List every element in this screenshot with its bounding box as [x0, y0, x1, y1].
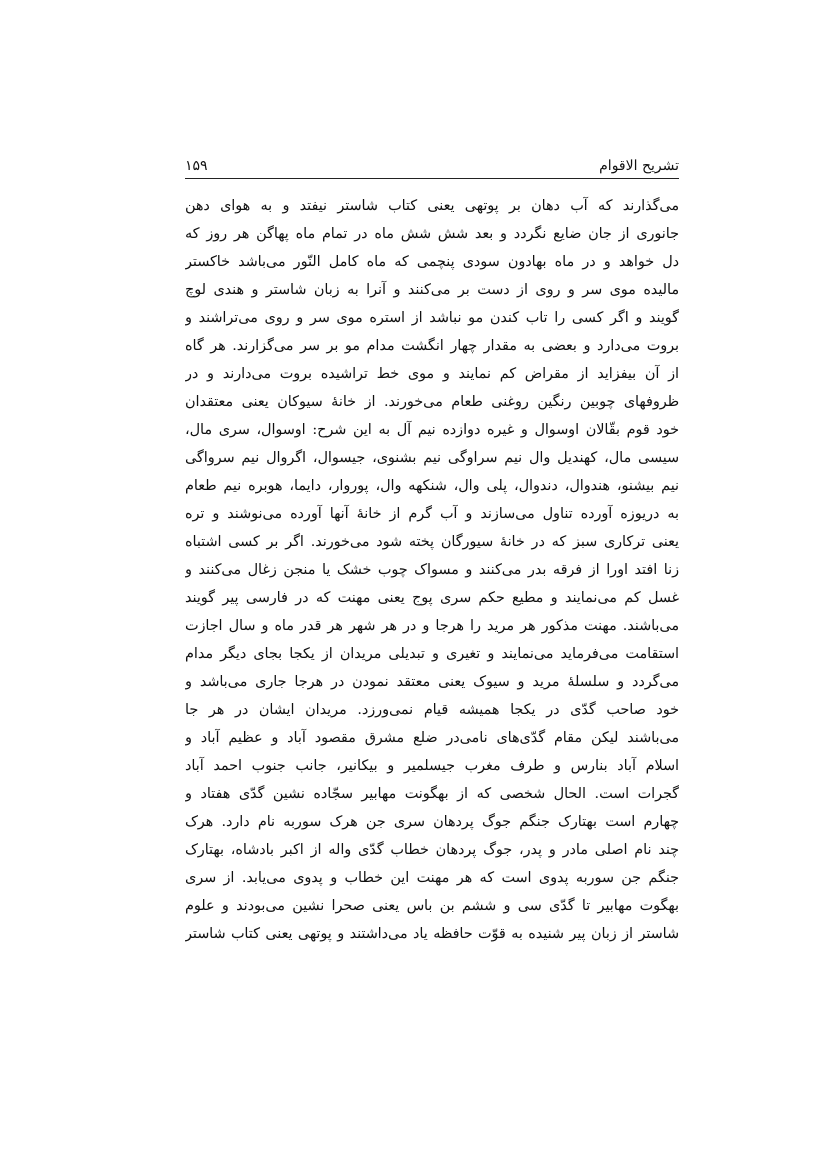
- text-line: می‌باشند لیکن مقام گدّی‌های نامی‌در ضلع مشرق مقصود آباد و عظیم آباد و: [185, 730, 679, 746]
- text-line: بهگوت مهابیر تا گدّی سی و ششم بن باس یعنی صحرا نشین می‌بودند و علوم: [185, 898, 679, 914]
- text-line: دل خواهد و در ماه بهادون سودی پنچمی که ماه کامل النّور می‌باشد خاکستر: [185, 254, 679, 270]
- text-line: چهارم است بهتارک جنگم جوگ پردهان سری جن هرک سوربه نام دارد. هرک: [185, 814, 679, 830]
- text-line: گویند و اگر کسی را تاب کندن مو نباشد از استره موی سر و روی می‌تراشند و: [185, 310, 679, 326]
- text-line: گجرات است. الحال شخصی که از بهگونت مهابیر سجّاده نشین گدّی هفتاد و: [185, 786, 679, 802]
- text-line: خود صاحب گدّی در یکجا همیشه قیام نمی‌ورزد. مریدان ایشان در هر جا: [185, 702, 679, 718]
- text-line: می‌گردد و سلسلۀ مرید و سیوک یعنی معتقد نمودن در هرجا جاری می‌باشد و: [185, 674, 679, 690]
- page-number: ۱۵۹: [185, 158, 208, 174]
- text-line: چند نام اصلی مادر و پدر، جوگ پردهان خطاب گدّی واله از اکبر بادشاه، بهتارک: [185, 842, 679, 858]
- text-line: یعنی ترکاری سبز که در خانۀ سیورگان پخته شود می‌خورند. اگر بر کسی اشتباه: [185, 534, 679, 550]
- text-line: می‌باشند. مهنت مذکور هر مرید را هرجا و در هر شهر هر قدر ماه و سال اجازت: [185, 618, 679, 634]
- text-line: نیم بیشنو، هندوال، دندوال، پلی وال، شنکهه وال، پوروار، دایما، هوبره نیم طعام: [185, 478, 679, 494]
- text-line: به دریوزه آورده تناول می‌سازند و آب گرم از خانۀ آنها آورده می‌نوشند و تره: [185, 506, 679, 522]
- text-line: اسلام آباد بنارس و طرف مغرب جیسلمیر و بیکانیر، جانب جنوب احمد آباد: [185, 758, 679, 774]
- text-line: جنگم جن سوربه پدوی است که هر مهنت این خطاب و پدوی می‌یابد. از سری: [185, 870, 679, 886]
- text-line: ظروفهای چوبین رنگین روغنی طعام می‌خورند. از خانۀ سیوکان یعنی معتقدان: [185, 394, 679, 410]
- text-line: از آن بیفزاید از مقراض کم نمایند و موی خط تراشیده بروت می‌دارند و در: [185, 366, 679, 382]
- text-line: زنا افتد اورا از فرقه بدر می‌کنند و مسواک چوب خشک یا منجن زغال می‌کنند و: [185, 562, 679, 578]
- text-line: مالیده موی سر و روی از دست بر می‌کنند و آنرا به زبان شاستر و هندی لوچ: [185, 282, 679, 298]
- text-line: شاستر از زبان پیر شنیده به قوّت حافظه یاد می‌داشتند و پوتهی یعنی کتاب شاستر: [185, 926, 679, 942]
- text-line: سیسی مال، کهندیل وال نیم سراوگی نیم بشنوی، جیسوال، اگروال نیم سرواگی: [185, 450, 679, 466]
- text-line: استقامت می‌فرماید می‌نمایند و تغیری و تبدیلی مریدان از یکجا بجای دیگر مدام: [185, 646, 679, 662]
- book-title: تشریح الاقوام: [599, 158, 679, 174]
- text-line: جانوری از جان ضایع نگردد و بعد شش شش ماه در تمام ماه پهاگن هر روز که: [185, 226, 679, 242]
- text-line: می‌گذارند که آب دهان بر پوتهی یعنی کتاب شاستر نیفتد و به هوای دهن: [185, 198, 679, 214]
- header-rule: [185, 178, 679, 179]
- text-line: خود قوم بقّالان اوسوال و غیره دوازده نیم آل به این شرح: اوسوال، سری مال،: [185, 422, 679, 438]
- text-line: غسل کم می‌نمایند و مطیع حکم سری پوج یعنی مهنت که در فارسی پیر گویند: [185, 590, 679, 606]
- body-text: [185, 192, 679, 948]
- text-line: بروت می‌دارد و بعضی به مقدار چهار انگشت مدام مو بر سر می‌گزارند. هر گاه: [185, 338, 679, 354]
- running-header: [185, 150, 679, 174]
